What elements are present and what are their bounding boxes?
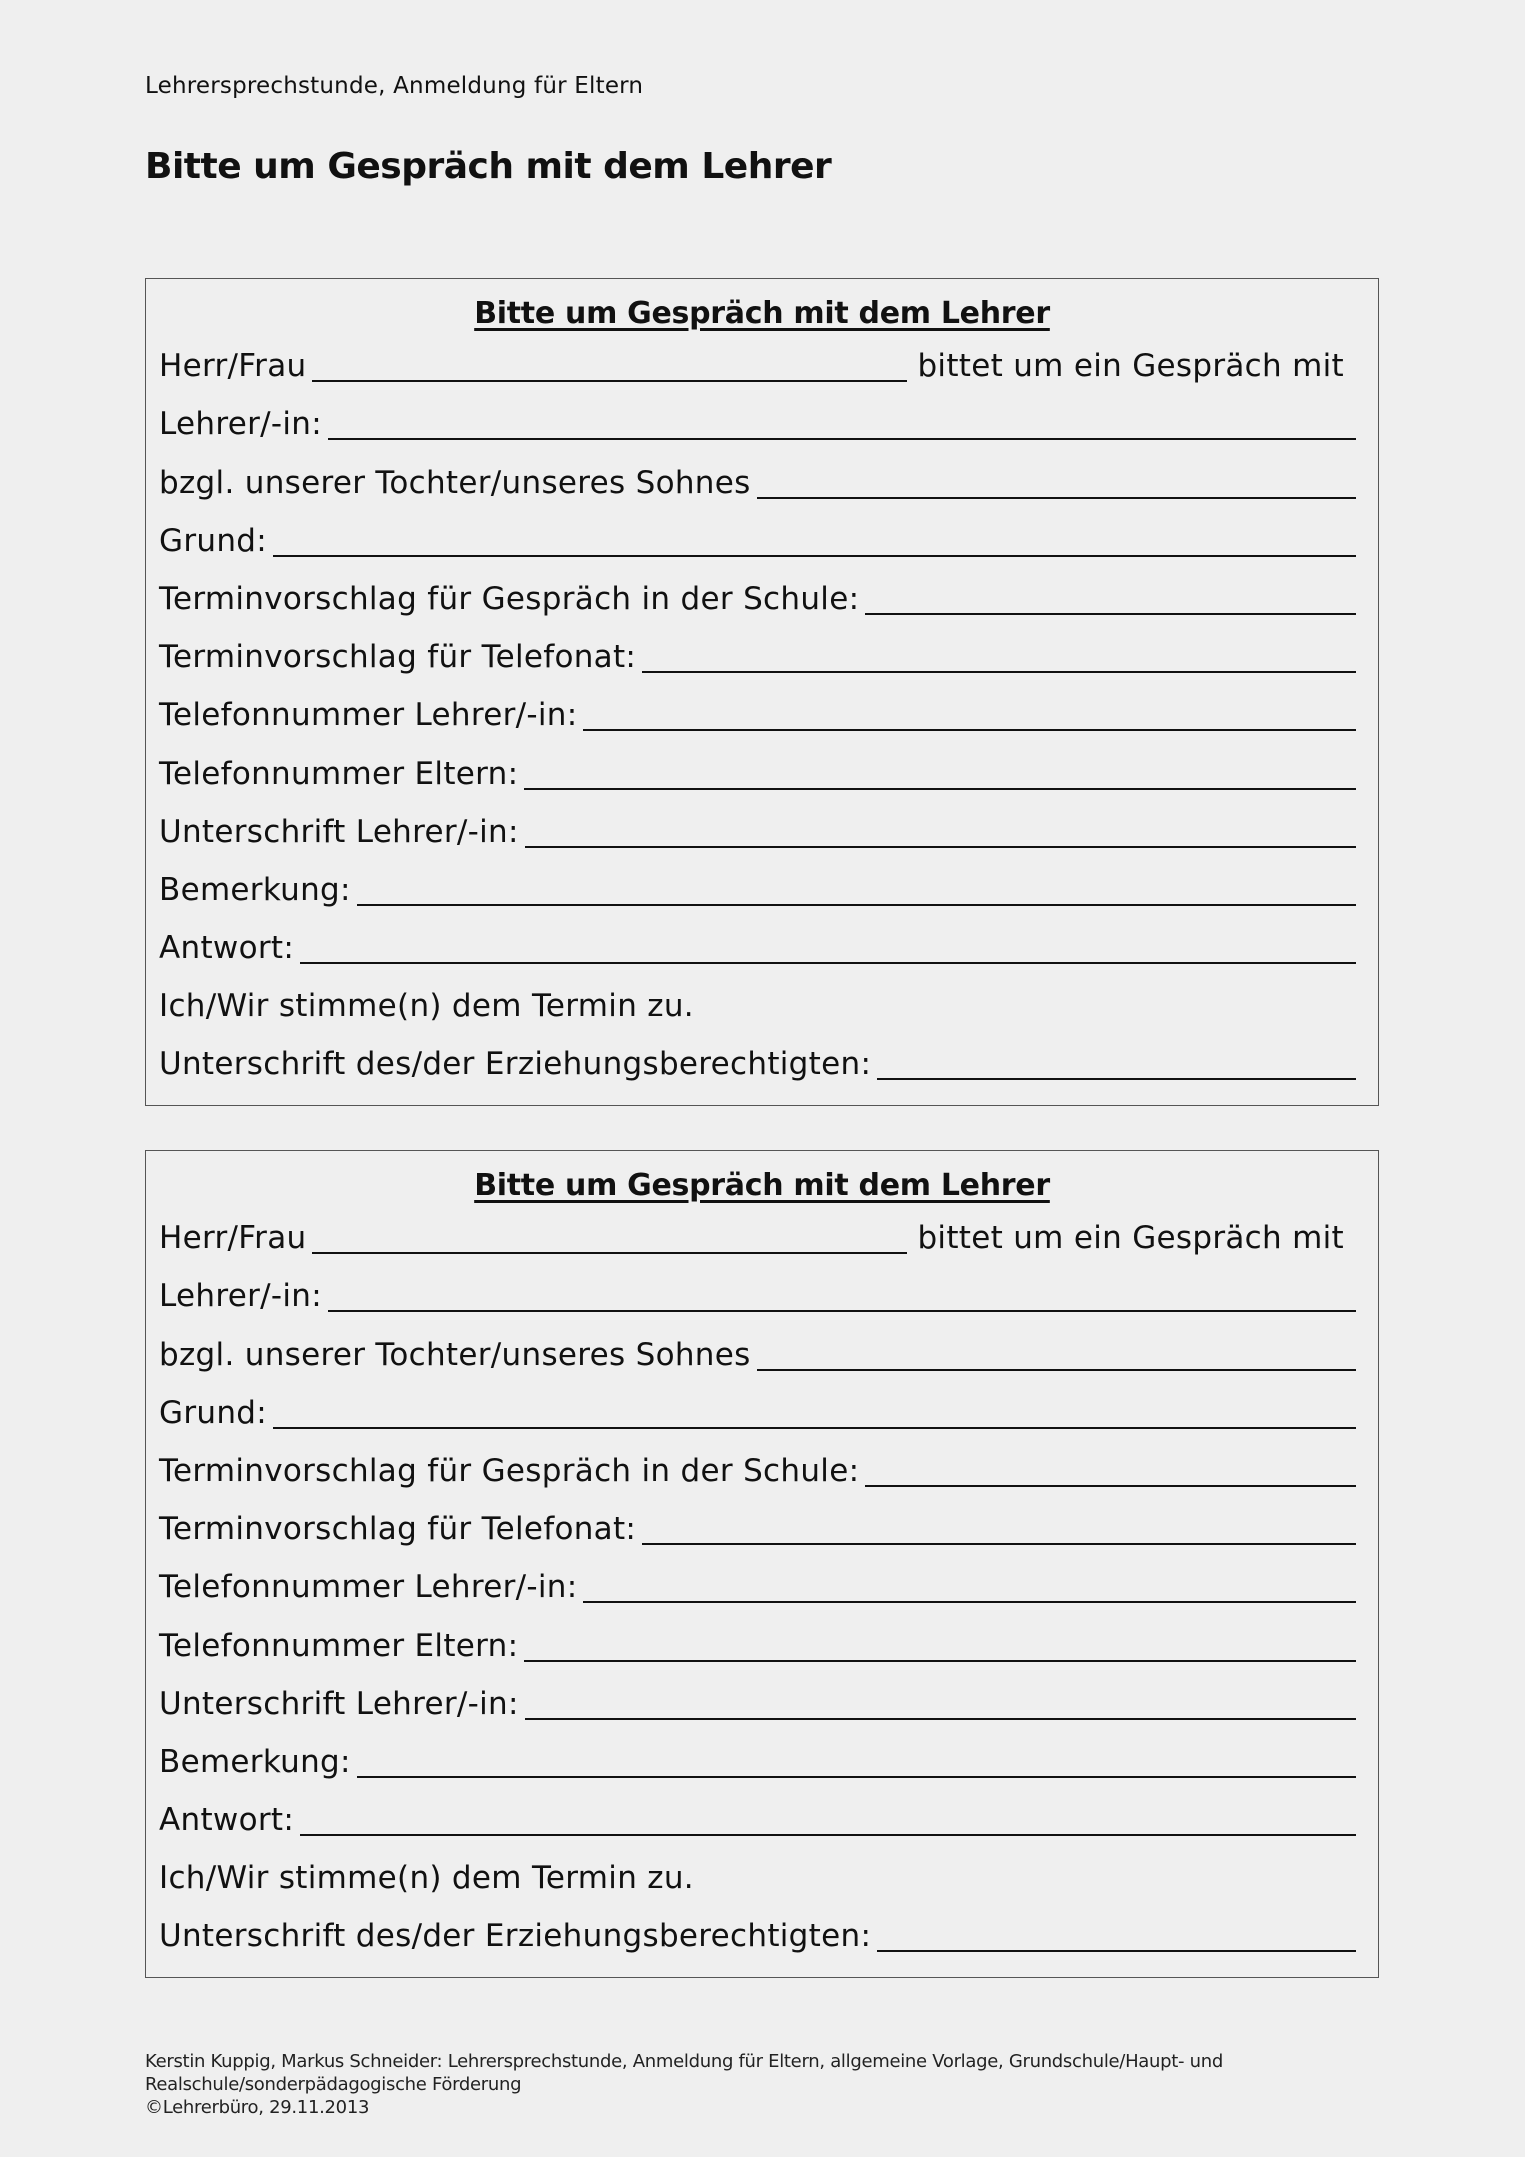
field-label: Antwort: [159, 930, 295, 967]
form-fields [146, 336, 1378, 1092]
field-label: Bemerkung: [159, 871, 351, 908]
document-title: Bitte um Gespräch mit dem Lehrer [145, 146, 832, 187]
form-field-row [146, 1499, 1378, 1557]
field-label: bzgl. unserer Tochter/unseres Sohnes [159, 1336, 751, 1373]
fill-in-line[interactable] [642, 670, 1356, 673]
document-subtitle: Lehrersprechstunde, Anmeldung für Eltern [145, 73, 644, 99]
form-field-row [146, 1732, 1378, 1790]
form-box-2 [145, 1150, 1379, 1978]
form-box-1 [145, 278, 1379, 1106]
field-label: Terminvorschlag für Telefonat: [159, 1511, 637, 1548]
footer-credits: Kerstin Kuppig, Markus Schneider: Lehrersprechstunde, Anmeldung für Eltern, allgemeine Vorlage, Grundschule/Haupt- und [145, 2051, 1223, 2072]
form-field-row [146, 627, 1378, 685]
form-field-row [146, 1208, 1378, 1266]
fill-in-line[interactable] [357, 1775, 1356, 1778]
form-field-row [146, 1848, 1378, 1906]
form-field-row [146, 918, 1378, 976]
form-field-row [146, 569, 1378, 627]
form-field-row [146, 452, 1378, 510]
form-field-row [146, 1557, 1378, 1615]
form-field-row [146, 1441, 1378, 1499]
fill-in-line[interactable] [524, 787, 1356, 790]
fill-in-line[interactable] [865, 1484, 1356, 1487]
field-label: Ich/Wir stimme(n) dem Termin zu. [159, 1860, 694, 1897]
field-label: Telefonnummer Eltern: [159, 1627, 519, 1664]
field-label: bzgl. unserer Tochter/unseres Sohnes [159, 464, 751, 501]
field-label-tail: bittet um ein Gespräch mit [917, 348, 1344, 385]
form-field-row [146, 1674, 1378, 1732]
form-field-row [146, 1034, 1378, 1092]
fill-in-line[interactable] [300, 1833, 1356, 1836]
field-label: Terminvorschlag für Gespräch in der Schule: [159, 1452, 860, 1489]
field-label: Grund: [159, 522, 267, 559]
field-label: Unterschrift des/der Erziehungsberechtigten: [159, 1918, 872, 1955]
form-field-row [146, 1324, 1378, 1382]
fill-in-line[interactable] [757, 1368, 1356, 1371]
fill-in-line[interactable] [300, 961, 1356, 964]
footer-credits-cont: Realschule/sonderpädagogische Förderung [145, 2074, 522, 2095]
form-field-row [146, 743, 1378, 801]
form-field-row [146, 394, 1378, 452]
fill-in-line[interactable] [757, 496, 1356, 499]
field-label: Unterschrift des/der Erziehungsberechtigten: [159, 1046, 872, 1083]
form-title: Bitte um Gespräch mit dem Lehrer [474, 296, 1050, 331]
form-field-row [146, 802, 1378, 860]
fill-in-line[interactable] [877, 1077, 1356, 1080]
form-fields [146, 1208, 1378, 1964]
fill-in-line[interactable] [312, 1251, 907, 1254]
fill-in-line[interactable] [524, 1659, 1356, 1662]
form-field-row [146, 1615, 1378, 1673]
footer [145, 2050, 1223, 2119]
field-label: Terminvorschlag für Gespräch in der Schule: [159, 580, 860, 617]
form-field-row [146, 1790, 1378, 1848]
form-field-row [146, 685, 1378, 743]
field-label: Bemerkung: [159, 1743, 351, 1780]
fill-in-line[interactable] [865, 612, 1356, 615]
fill-in-line[interactable] [525, 845, 1356, 848]
form-field-row [146, 1383, 1378, 1441]
field-label: Antwort: [159, 1802, 295, 1839]
field-label: Lehrer/-in: [159, 406, 322, 443]
field-label: Unterschrift Lehrer/-in: [159, 813, 519, 850]
field-label: Telefonnummer Lehrer/-in: [159, 697, 578, 734]
field-label: Terminvorschlag für Telefonat: [159, 639, 637, 676]
form-field-row [146, 1906, 1378, 1964]
footer-copyright: ©Lehrerbüro, 29.11.2013 [145, 2097, 370, 2118]
field-label: Herr/Frau [159, 348, 307, 385]
fill-in-line[interactable] [328, 1309, 1356, 1312]
fill-in-line[interactable] [312, 379, 907, 382]
fill-in-line[interactable] [273, 1426, 1356, 1429]
field-label: Unterschrift Lehrer/-in: [159, 1685, 519, 1722]
field-label: Ich/Wir stimme(n) dem Termin zu. [159, 988, 694, 1025]
form-field-row [146, 511, 1378, 569]
form-field-row [146, 1266, 1378, 1324]
form-field-row [146, 976, 1378, 1034]
field-label: Telefonnummer Lehrer/-in: [159, 1569, 578, 1606]
fill-in-line[interactable] [273, 554, 1356, 557]
fill-in-line[interactable] [328, 437, 1356, 440]
fill-in-line[interactable] [357, 903, 1356, 906]
field-label: Herr/Frau [159, 1220, 307, 1257]
field-label: Telefonnummer Eltern: [159, 755, 519, 792]
form-field-row [146, 860, 1378, 918]
field-label: Lehrer/-in: [159, 1278, 322, 1315]
form-field-row [146, 336, 1378, 394]
fill-in-line[interactable] [877, 1949, 1356, 1952]
field-label-tail: bittet um ein Gespräch mit [917, 1220, 1344, 1257]
fill-in-line[interactable] [525, 1717, 1356, 1720]
fill-in-line[interactable] [642, 1542, 1356, 1545]
fill-in-line[interactable] [583, 728, 1356, 731]
form-title: Bitte um Gespräch mit dem Lehrer [474, 1168, 1050, 1203]
field-label: Grund: [159, 1394, 267, 1431]
fill-in-line[interactable] [583, 1600, 1356, 1603]
